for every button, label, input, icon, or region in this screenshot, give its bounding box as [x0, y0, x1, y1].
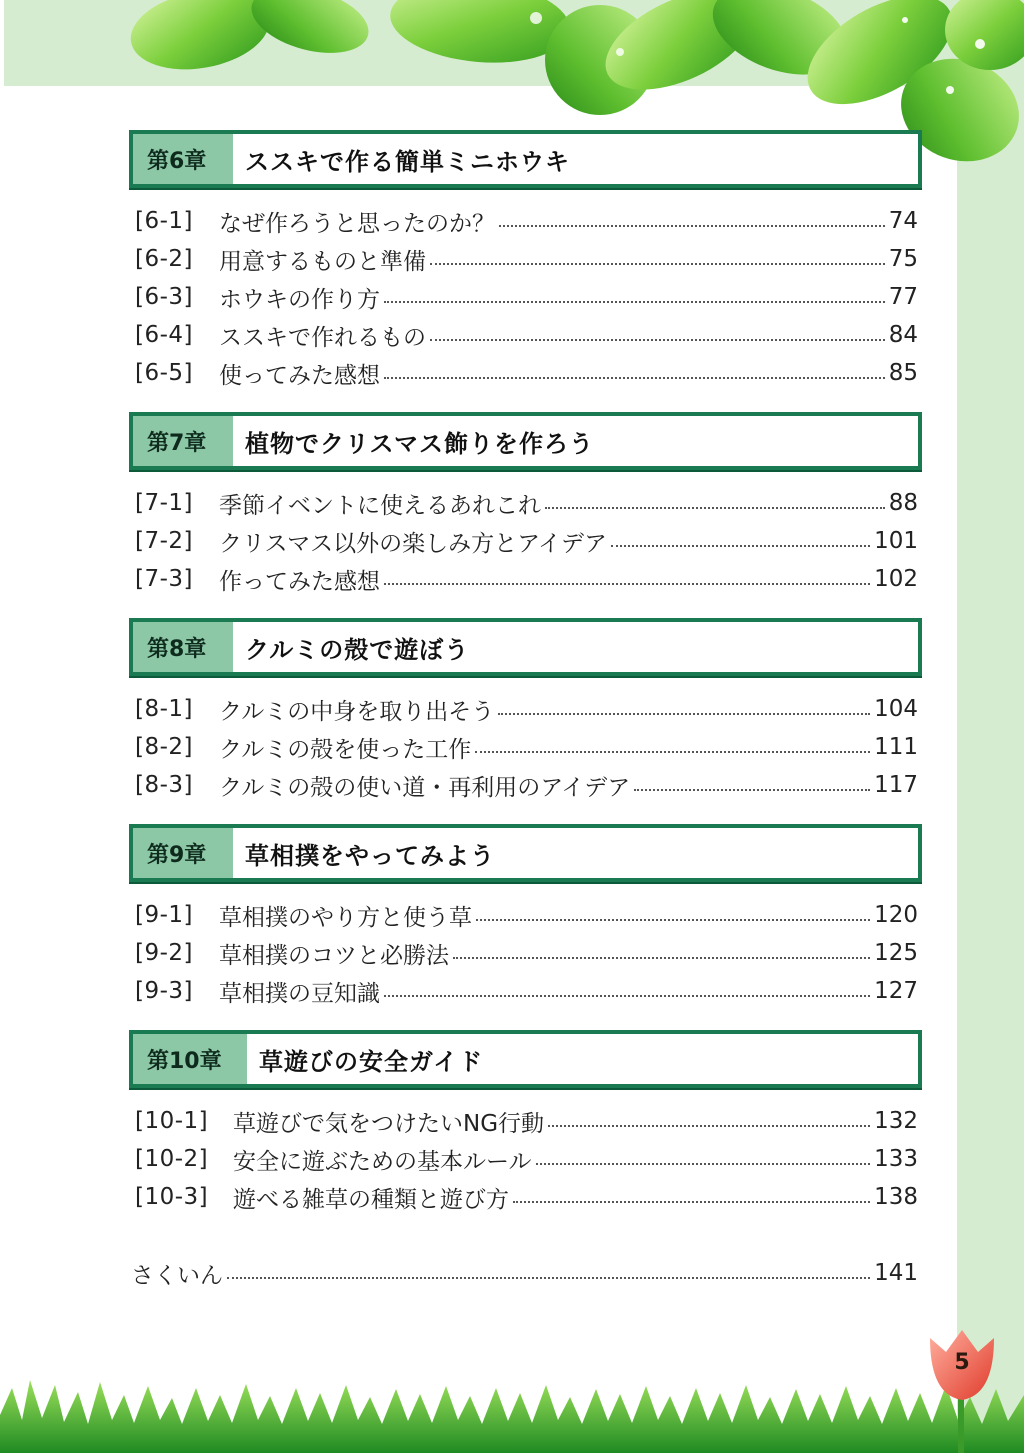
section-id: [6-3]	[135, 284, 194, 310]
chapter-title: 植物でクリスマス飾りを作ろう	[245, 429, 595, 458]
toc-entry[interactable]	[135, 692, 918, 726]
section-title: 季節イベントに使えるあれこれ	[219, 492, 541, 519]
dot-leader	[548, 1125, 870, 1127]
dot-leader	[536, 1163, 871, 1165]
dot-leader	[430, 263, 885, 265]
dot-leader	[634, 789, 870, 791]
index-title: さくいん	[131, 1262, 223, 1289]
toc-entry[interactable]	[135, 1180, 918, 1214]
page-number: 104	[874, 696, 918, 722]
chapter-7-header[interactable]	[129, 412, 922, 470]
toc-entry[interactable]	[135, 486, 918, 520]
dot-leader	[384, 377, 885, 379]
chapter-title: 草遊びの安全ガイド	[259, 1047, 484, 1076]
section-id: [6-4]	[135, 322, 194, 348]
section-title: ホウキの作り方	[219, 286, 380, 313]
dot-leader	[384, 583, 870, 585]
page-number: 74	[888, 208, 918, 234]
toc-entry[interactable]	[135, 1142, 918, 1176]
page-number-label: 5	[954, 1350, 970, 1375]
section-id: [8-1]	[135, 696, 194, 722]
chapter-8-header[interactable]	[129, 618, 922, 676]
toc-entry[interactable]	[135, 1104, 918, 1138]
toc-entry[interactable]	[135, 730, 918, 764]
page-number: 75	[888, 246, 918, 272]
page-number: 117	[874, 772, 918, 798]
section-title: 草相撲のやり方と使う草	[219, 904, 472, 931]
chapter-number: 第9章	[133, 828, 233, 878]
chapter-6-header[interactable]	[129, 130, 922, 188]
section-id: [9-1]	[135, 902, 194, 928]
chapter-title: ススキで作る簡単ミニホウキ	[245, 147, 570, 176]
toc-entry[interactable]	[135, 562, 918, 596]
toc-entry[interactable]	[135, 242, 918, 276]
dot-leader	[498, 713, 870, 715]
section-title: クルミの殻を使った工作	[219, 736, 472, 763]
section-id: [7-3]	[135, 566, 194, 592]
dot-leader	[476, 919, 870, 921]
chapter-number: 第10章	[133, 1034, 247, 1084]
section-title: 遊べる雑草の種類と遊び方	[233, 1186, 509, 1213]
toc-entry[interactable]	[135, 936, 918, 970]
section-id: [10-2]	[135, 1146, 209, 1172]
toc-entry[interactable]	[135, 356, 918, 390]
section-title: なぜ作ろうと思ったのか？	[219, 210, 495, 237]
page-number: 85	[888, 360, 918, 386]
page-number: 101	[874, 528, 918, 554]
chapter-10-header[interactable]	[129, 1030, 922, 1088]
dot-leader	[453, 957, 870, 959]
page-number-badge	[930, 1338, 994, 1402]
chapter-title: クルミの殻で遊ぼう	[245, 635, 470, 664]
page-number: 132	[874, 1108, 918, 1134]
toc-entry[interactable]	[135, 974, 918, 1008]
section-title: 使ってみた感想	[219, 362, 380, 389]
page-number: 84	[888, 322, 918, 348]
toc-entry[interactable]	[135, 898, 918, 932]
section-title: クルミの中身を取り出そう	[219, 698, 495, 725]
chapter-number: 第8章	[133, 622, 233, 672]
section-title: ススキで作れるもの	[219, 324, 426, 351]
dot-leader	[545, 507, 885, 509]
page-number: 111	[874, 734, 918, 760]
dot-leader	[384, 301, 885, 303]
page-number: 141	[874, 1260, 918, 1286]
section-id: [8-2]	[135, 734, 194, 760]
section-id: [7-1]	[135, 490, 194, 516]
page-number: 88	[888, 490, 918, 516]
section-id: [10-3]	[135, 1184, 209, 1210]
section-id: [6-2]	[135, 246, 194, 272]
section-id: [9-3]	[135, 978, 194, 1004]
page-number: 133	[874, 1146, 918, 1172]
section-id: [8-3]	[135, 772, 194, 798]
section-title: 作ってみた感想	[219, 568, 380, 595]
dot-leader	[611, 545, 870, 547]
section-id: [6-1]	[135, 208, 194, 234]
toc-entry[interactable]	[135, 280, 918, 314]
chapter-number: 第6章	[133, 134, 233, 184]
dot-leader	[499, 225, 885, 227]
page-number: 120	[874, 902, 918, 928]
section-title: 草相撲のコツと必勝法	[219, 942, 449, 969]
page-number: 125	[874, 940, 918, 966]
toc-entry[interactable]	[135, 204, 918, 238]
page-number: 127	[874, 978, 918, 1004]
dot-leader	[430, 339, 885, 341]
page-number: 77	[888, 284, 918, 310]
section-title: 草遊びで気をつけたいNG行動	[233, 1110, 545, 1137]
section-id: [10-1]	[135, 1108, 209, 1134]
toc-entry[interactable]	[135, 768, 918, 802]
toc-entry[interactable]	[135, 318, 918, 352]
dot-leader	[227, 1277, 870, 1279]
section-title: 用意するものと準備	[219, 248, 426, 275]
section-title: 安全に遊ぶための基本ルール	[233, 1148, 532, 1175]
page-number: 138	[874, 1184, 918, 1210]
section-title: クルミの殻の使い道・再利用のアイデア	[219, 774, 631, 801]
dot-leader	[513, 1201, 870, 1203]
chapter-9-header[interactable]	[129, 824, 922, 882]
section-title: クリスマス以外の楽しみ方とアイデア	[219, 530, 608, 557]
section-id: [6-5]	[135, 360, 194, 386]
dot-leader	[384, 995, 870, 997]
chapter-number: 第7章	[133, 416, 233, 466]
page-number: 102	[874, 566, 918, 592]
section-id: [7-2]	[135, 528, 194, 554]
section-title: 草相撲の豆知識	[219, 980, 380, 1007]
toc-index-entry[interactable]	[131, 1256, 918, 1290]
dot-leader	[475, 751, 870, 753]
section-id: [9-2]	[135, 940, 194, 966]
toc-entry[interactable]	[135, 524, 918, 558]
chapter-title: 草相撲をやってみよう	[245, 841, 495, 870]
